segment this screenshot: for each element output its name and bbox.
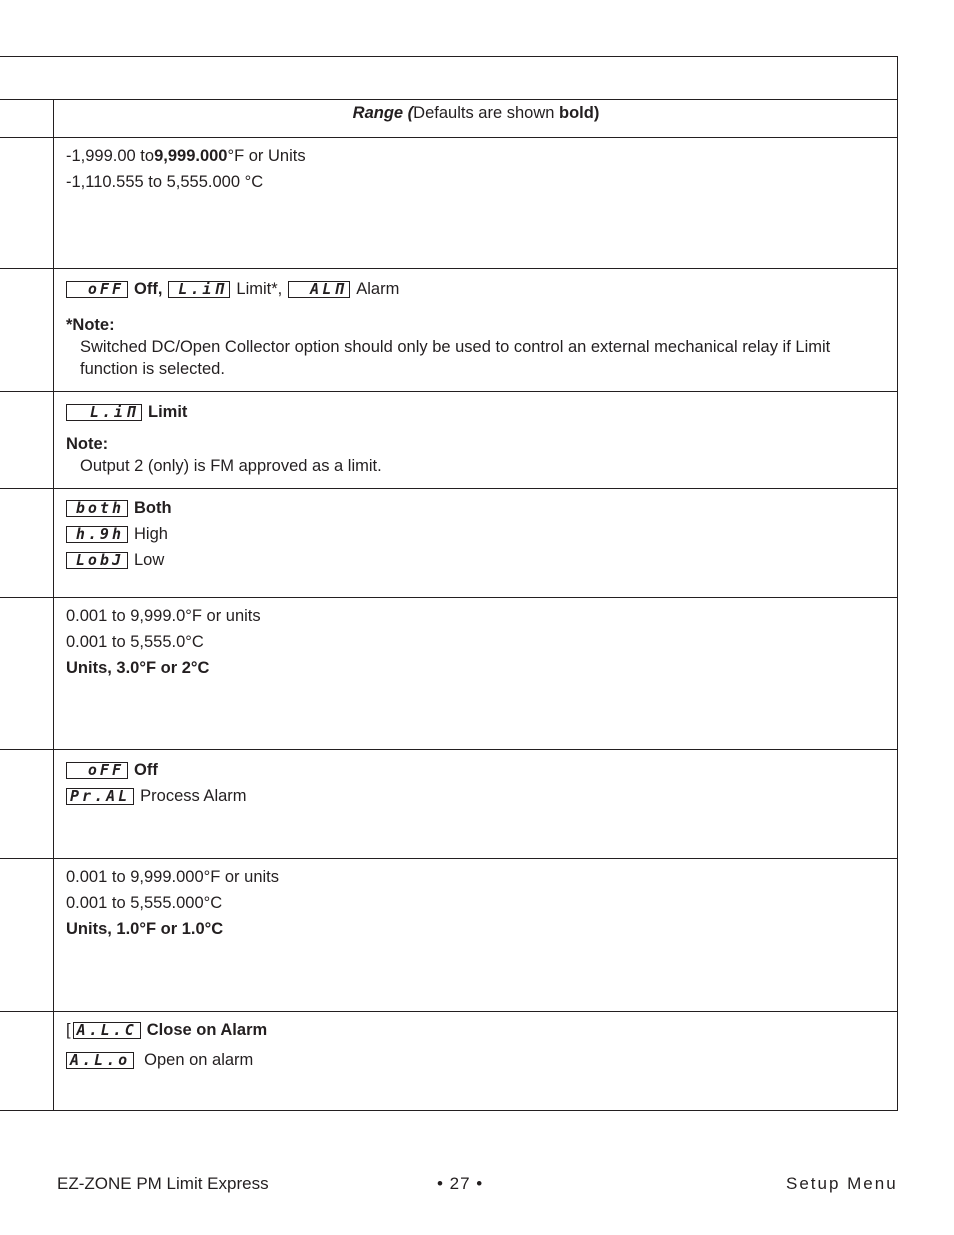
option-label: Both bbox=[134, 499, 172, 517]
range-text: -1,110.555 to 5,555.000 °C bbox=[66, 173, 264, 191]
row-divider bbox=[0, 488, 898, 489]
option-label: Limit bbox=[148, 403, 188, 421]
row-divider bbox=[0, 268, 898, 269]
note-body: Switched DC/Open Collector option should only be used to control an external mechanical relay if Limit function is selected. bbox=[80, 338, 831, 378]
range-cell-alarm-logic bbox=[66, 1017, 886, 1073]
column-divider bbox=[53, 99, 54, 1111]
option-label: Off bbox=[134, 761, 158, 779]
lcd-off-display: oFF bbox=[66, 762, 128, 779]
option-label: High bbox=[134, 525, 168, 543]
lcd-alarm-open-display: A.L.o bbox=[66, 1052, 134, 1069]
table-top-border bbox=[0, 56, 898, 57]
range-column-header bbox=[54, 104, 898, 123]
option-label: Limit*, bbox=[236, 280, 283, 298]
lcd-process-alarm-display: Pr.AL bbox=[66, 788, 134, 805]
note-title: *Note: bbox=[66, 316, 115, 334]
range-default: Units, 3.0°F or 2°C bbox=[66, 659, 210, 677]
lcd-limit-display: L.iΠ bbox=[168, 281, 230, 298]
range-header-label: Range ( bbox=[352, 104, 414, 122]
bracket-mark: [ bbox=[66, 1021, 71, 1039]
range-cell-limit-function bbox=[66, 399, 886, 477]
row-divider bbox=[0, 749, 898, 750]
range-text: -1,999.00 to bbox=[66, 147, 155, 165]
range-text: 0.001 to 9,999.000°F or units bbox=[66, 868, 279, 886]
range-cell-limit-sides bbox=[66, 495, 886, 573]
table-bottom-border bbox=[0, 1110, 898, 1111]
option-label: Off, bbox=[134, 280, 163, 298]
lcd-both-display: both bbox=[66, 500, 128, 517]
range-cell-process-value bbox=[66, 143, 886, 195]
option-label: Alarm bbox=[356, 280, 400, 298]
row-divider bbox=[0, 858, 898, 859]
range-cell-output-function bbox=[66, 276, 886, 380]
row-divider bbox=[0, 597, 898, 598]
option-label: Process Alarm bbox=[140, 787, 247, 805]
row-divider bbox=[0, 99, 898, 100]
note-title: Note: bbox=[66, 435, 109, 453]
note-body: Output 2 (only) is FM approved as a limit. bbox=[80, 457, 382, 475]
range-header-note: Defaults are shown bbox=[413, 104, 559, 122]
range-unit: °F or Units bbox=[227, 147, 306, 165]
range-text: 0.001 to 5,555.0°C bbox=[66, 633, 204, 651]
range-default: Units, 1.0°F or 1.0°C bbox=[66, 920, 224, 938]
option-label: Close on Alarm bbox=[146, 1021, 268, 1039]
range-cell-alarm-hysteresis bbox=[66, 864, 886, 942]
range-default: 9,999.000 bbox=[154, 147, 228, 165]
lcd-high-display: h.9h bbox=[66, 526, 128, 543]
footer-product-name: EZ-ZONE PM Limit Express bbox=[57, 1174, 269, 1193]
range-header-bold: bold) bbox=[559, 104, 600, 122]
row-divider bbox=[0, 1011, 898, 1012]
lcd-alarm-display: ALΠ bbox=[288, 281, 350, 298]
range-cell-alarm-type bbox=[66, 757, 886, 809]
range-cell-limit-hysteresis bbox=[66, 603, 886, 681]
table-right-border bbox=[897, 56, 898, 1111]
range-text: 0.001 to 9,999.0°F or units bbox=[66, 607, 261, 625]
lcd-alarm-close-display: A.L.C bbox=[73, 1022, 141, 1039]
footer-page-number: • 27 • bbox=[437, 1174, 484, 1193]
lcd-off-display: oFF bbox=[66, 281, 128, 298]
lcd-limit-display: L.iΠ bbox=[66, 404, 142, 421]
lcd-low-display: LobJ bbox=[66, 552, 128, 569]
footer-section-name: Setup Menu bbox=[786, 1174, 898, 1193]
option-label: Low bbox=[134, 551, 165, 569]
row-divider bbox=[0, 137, 898, 138]
range-text: 0.001 to 5,555.000°C bbox=[66, 894, 223, 912]
row-divider bbox=[0, 391, 898, 392]
option-label: Open on alarm bbox=[144, 1051, 254, 1069]
